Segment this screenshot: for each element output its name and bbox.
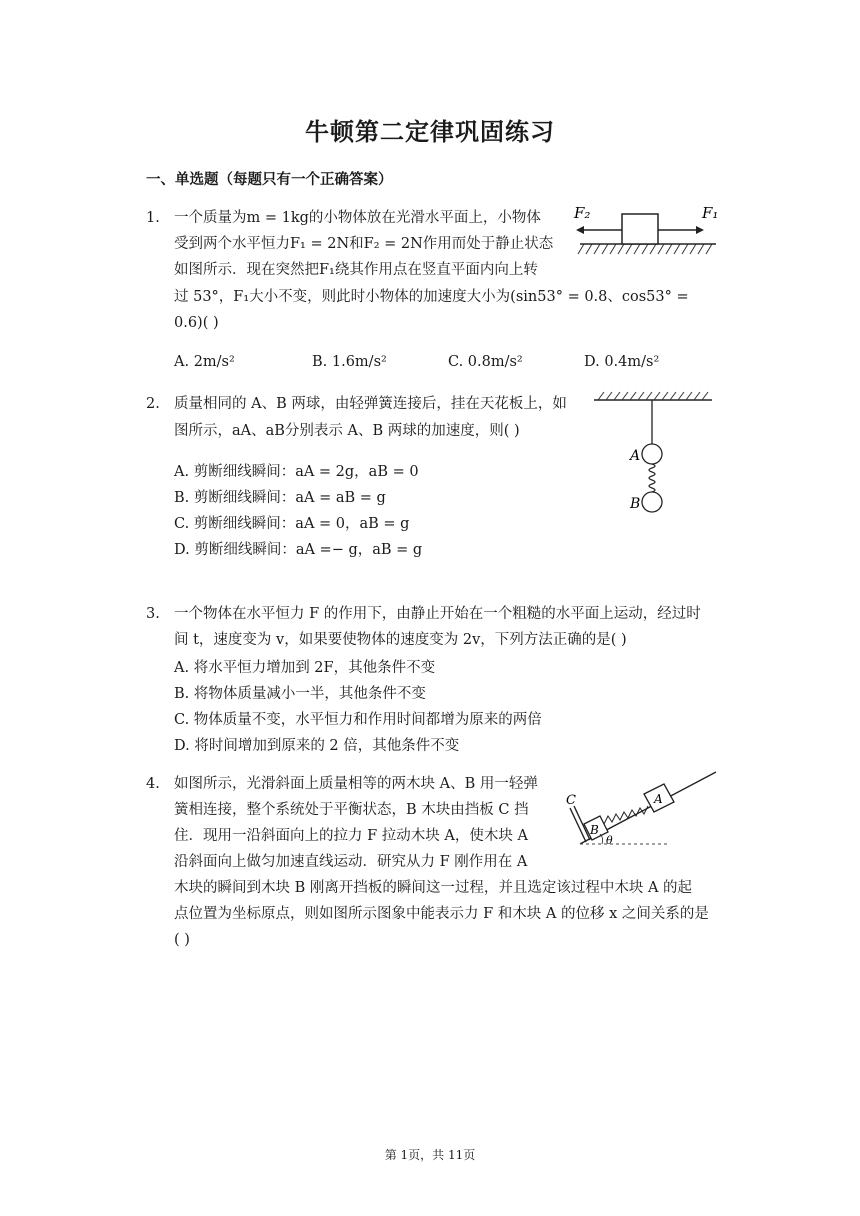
question-number: 4.	[146, 776, 160, 792]
option-d[interactable]: D. 将时间增加到原来的 2 倍，其他条件不变	[174, 738, 460, 754]
page-title: 牛顿第二定律巩固练习	[305, 117, 555, 146]
question-text-line: 过 53°，F₁大小不变，则此时小物体的加速度大小为(sin53° = 0.8、cos53° =	[174, 289, 689, 305]
board-c-label: C	[566, 793, 576, 808]
question-text-line: 图所示，aA、aB分别表示 A、B 两球的加速度，则( )	[174, 423, 520, 439]
option-a[interactable]: A. 将水平恒力增加到 2F，其他条件不变	[174, 660, 436, 676]
option-b[interactable]: B. 1.6m/s²	[312, 354, 387, 370]
question-text-line: 质量相同的 A、B 两球，由轻弹簧连接后，挂在天花板上，如	[174, 396, 567, 412]
section-heading: 一、单选题（每题只有一个正确答案）	[146, 172, 393, 188]
question-text-line: 住．现用一沿斜面向上的拉力 F 拉动木块 A，使木块 A	[174, 828, 528, 844]
f1-label: F₁	[702, 204, 719, 222]
question-text-line: 间 t，速度变为 v，如果要使物体的速度变为 2v，下列方法正确的是( )	[174, 632, 627, 648]
question-text-line: 点位置为坐标原点，则如图所示图象中能表示力 F 和木块 A 的位移 x 之间关系的是	[174, 906, 709, 922]
question-text-line: 一个质量为m = 1kg的小物体放在光滑水平面上，小物体	[174, 210, 541, 226]
option-c[interactable]: C. 0.8m/s²	[448, 354, 523, 370]
option-a[interactable]: A. 剪断细线瞬间：aA = 2g，aB = 0	[174, 464, 419, 480]
ball-a-label: A	[630, 448, 641, 464]
incline-spring-figure	[560, 768, 720, 852]
question-number: 1.	[146, 210, 160, 226]
page-footer: 第 1页，共 11页	[384, 1148, 476, 1162]
option-c[interactable]: C. 剪断细线瞬间：aA = 0，aB = g	[174, 516, 410, 532]
hanging-balls-figure	[592, 390, 714, 520]
option-d[interactable]: D. 剪断细线瞬间：aA =− g，aB = g	[174, 542, 423, 558]
question-text-line: 受到两个水平恒力F₁ = 2N和F₂ = 2N作用而处于静止状态	[174, 236, 554, 252]
question-number: 2.	[146, 396, 160, 412]
option-a[interactable]: A. 2m/s²	[174, 354, 235, 370]
block-b-label: B	[590, 823, 599, 837]
option-b[interactable]: B. 剪断细线瞬间：aA = aB = g	[174, 490, 386, 506]
question-text-line: 如图所示，光滑斜面上质量相等的两木块 A、B 用一轻弹	[174, 776, 538, 792]
question-text-line: 沿斜面向上做匀加速直线运动．研究从力 F 刚作用在 A	[174, 854, 528, 870]
ball-b-label: B	[630, 496, 641, 512]
question-number: 3.	[146, 606, 160, 622]
question-text-line: 木块的瞬间到木块 B 刚离开挡板的瞬间这一过程，并且选定该过程中木块 A 的起	[174, 880, 693, 896]
option-c[interactable]: C. 物体质量不变，水平恒力和作用时间都增为原来的两倍	[174, 712, 542, 728]
question-text-line: 如图所示．现在突然把F₁绕其作用点在竖直平面内向上转	[174, 262, 538, 278]
block-forces-figure	[572, 204, 720, 262]
block-a-label: A	[654, 792, 663, 806]
f2-label: F₂	[574, 204, 591, 222]
option-d[interactable]: D. 0.4m/s²	[584, 354, 660, 370]
option-b[interactable]: B. 将物体质量减小一半，其他条件不变	[174, 686, 426, 702]
question-text-line: 一个物体在水平恒力 F 的作用下，由静止开始在一个粗糙的水平面上运动，经过时	[174, 606, 701, 622]
question-text-line: ( )	[174, 932, 190, 948]
question-text-line: 0.6)( )	[174, 315, 219, 331]
question-text-line: 簧相连接，整个系统处于平衡状态，B 木块由挡板 C 挡	[174, 802, 529, 818]
theta-label: θ	[606, 834, 613, 847]
